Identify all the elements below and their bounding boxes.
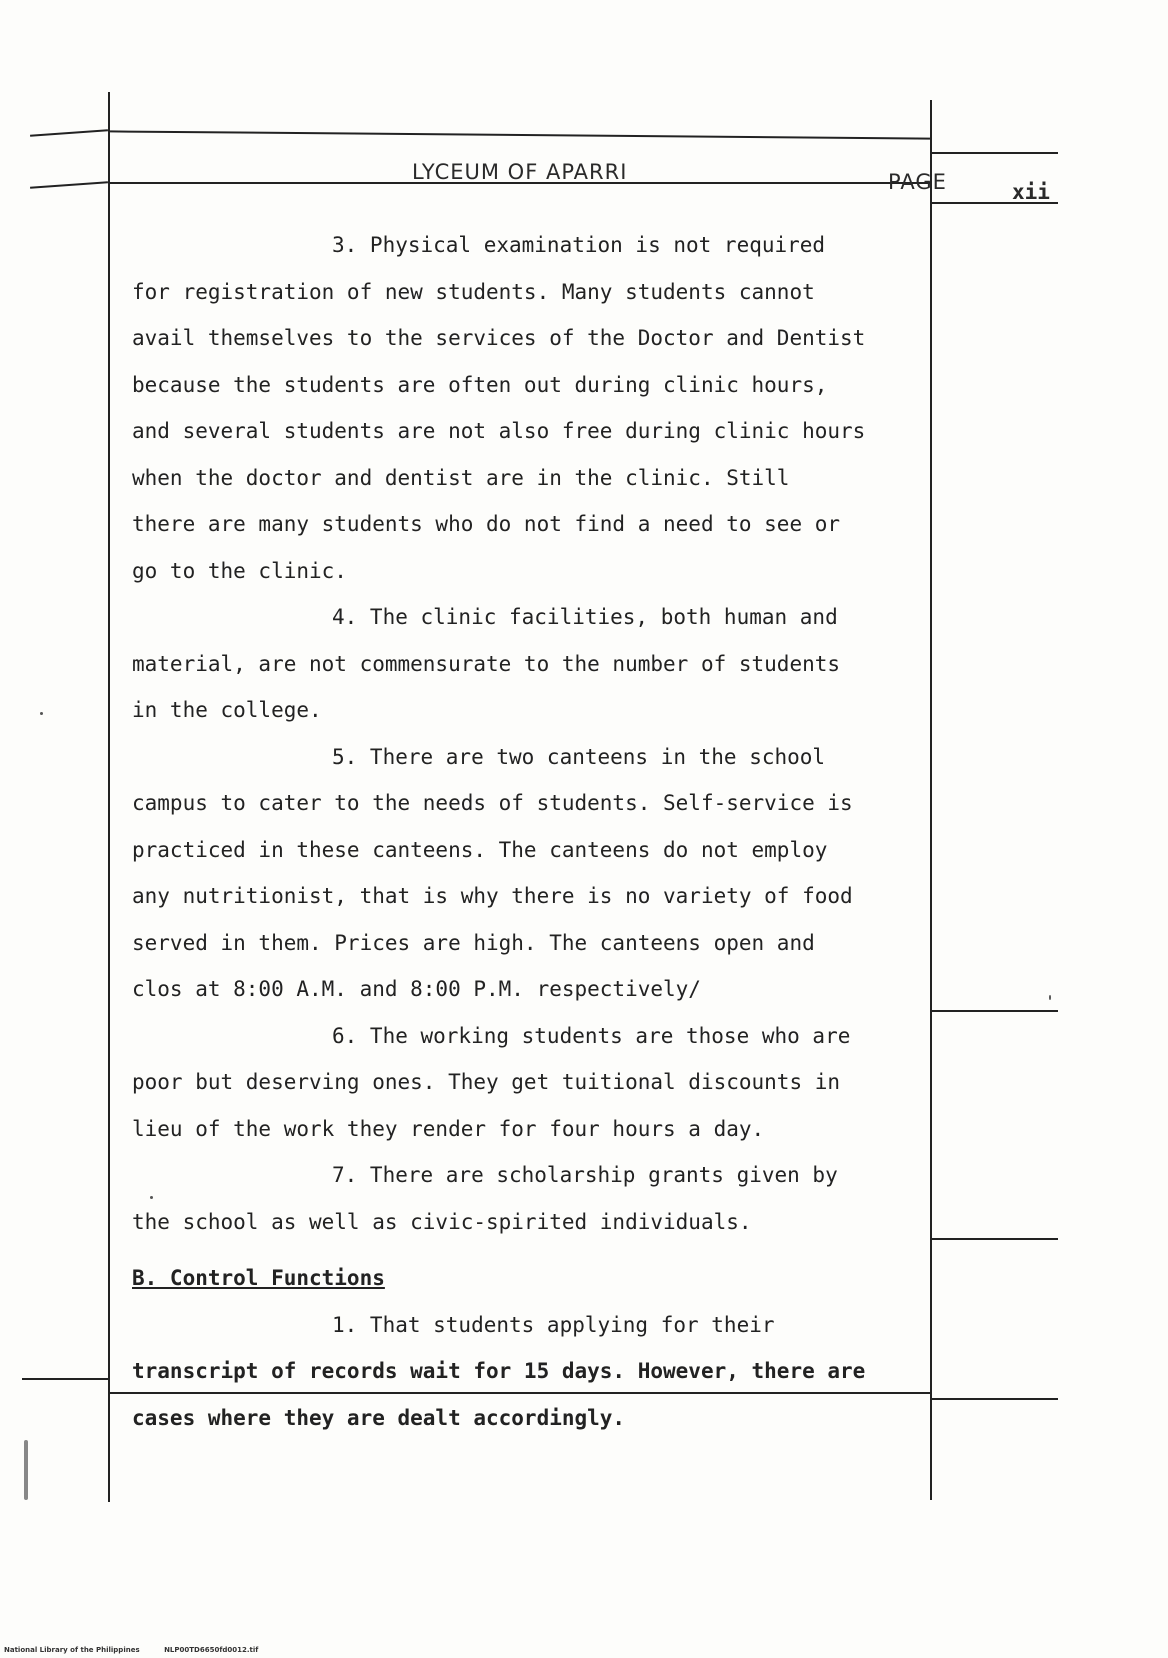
paragraph-6 — [132, 1013, 972, 1153]
text-line: practiced in these canteens. The canteens do not employ — [132, 837, 828, 862]
institution-name: LYCEUM OF APARRI — [412, 160, 628, 184]
text-line: avail themselves to the services of the Doctor and Dentist — [132, 326, 866, 350]
paragraph-7 — [132, 1152, 972, 1245]
file-identifier: NLP00TD6650fd0012.tif — [164, 1646, 259, 1654]
section-paragraph-1 — [132, 1302, 972, 1442]
library-credit: National Library of the Philippines — [4, 1646, 140, 1654]
text-line: lieu of the work they render for four hours a day. — [132, 1116, 765, 1141]
left-tick-bottom — [30, 181, 108, 188]
paragraph-5 — [132, 734, 972, 1013]
text-line: any nutritionist, that is why there is no variety of food — [132, 884, 853, 908]
text-line: cases where they are dealt accordingly. — [132, 1405, 626, 1430]
scan-speck — [150, 1196, 153, 1199]
text-line: the school as well as civic-spirited individuals. — [132, 1209, 752, 1234]
text-line: when the doctor and dentist are in the clinic. Still — [132, 465, 790, 490]
scan-footer — [4, 1646, 280, 1654]
text-line: clos at 8:00 A.M. and 8:00 P.M. respectively/ — [132, 977, 701, 1001]
text-line: there are many students who do not find a need to see or — [132, 512, 841, 536]
text-line: campus to cater to the needs of students. Self-service is — [132, 791, 853, 815]
text-line: for registration of new students. Many students cannot — [132, 279, 815, 304]
text-line: material, are not commensurate to the number of students — [132, 651, 841, 676]
text-line: 1. That students applying for their — [332, 1312, 775, 1337]
header-top-rule — [110, 130, 930, 139]
text-line: 3. Physical examination is not required — [332, 233, 826, 257]
text-line: go to the clinic. — [132, 558, 347, 583]
paragraph-4 — [132, 594, 972, 734]
paragraph-3 — [132, 222, 972, 594]
left-tick-top — [30, 129, 108, 136]
text-line: transcript of records wait for 15 days. However, there are — [132, 1359, 866, 1383]
text-line: in the college. — [132, 698, 322, 722]
text-line: poor but deserving ones. They get tuitional discounts in — [132, 1070, 841, 1094]
scan-speck — [24, 1440, 28, 1500]
text-line: and several students are not also free during clinic hours — [132, 419, 866, 443]
right-column-rule-1 — [932, 152, 1058, 154]
left-margin-rule — [108, 92, 110, 1502]
page-number: xii — [1012, 180, 1050, 204]
text-line: 5. There are two canteens in the school — [332, 744, 826, 769]
document-body — [132, 222, 972, 1441]
page-label: PAGE — [888, 170, 947, 194]
text-line: 4. The clinic facilities, both human and — [332, 605, 838, 629]
text-line: because the students are often out during clinic hours, — [132, 372, 828, 397]
scan-speck — [40, 712, 43, 715]
left-footer-tick — [22, 1378, 108, 1380]
text-line: 6. The working students are those who are — [332, 1023, 851, 1048]
section-heading: B. Control Functions — [132, 1266, 385, 1290]
text-line: 7. There are scholarship grants given by — [332, 1163, 838, 1187]
scan-speck — [1049, 995, 1051, 1000]
text-line: served in them. Prices are high. The canteens open and — [132, 930, 815, 955]
